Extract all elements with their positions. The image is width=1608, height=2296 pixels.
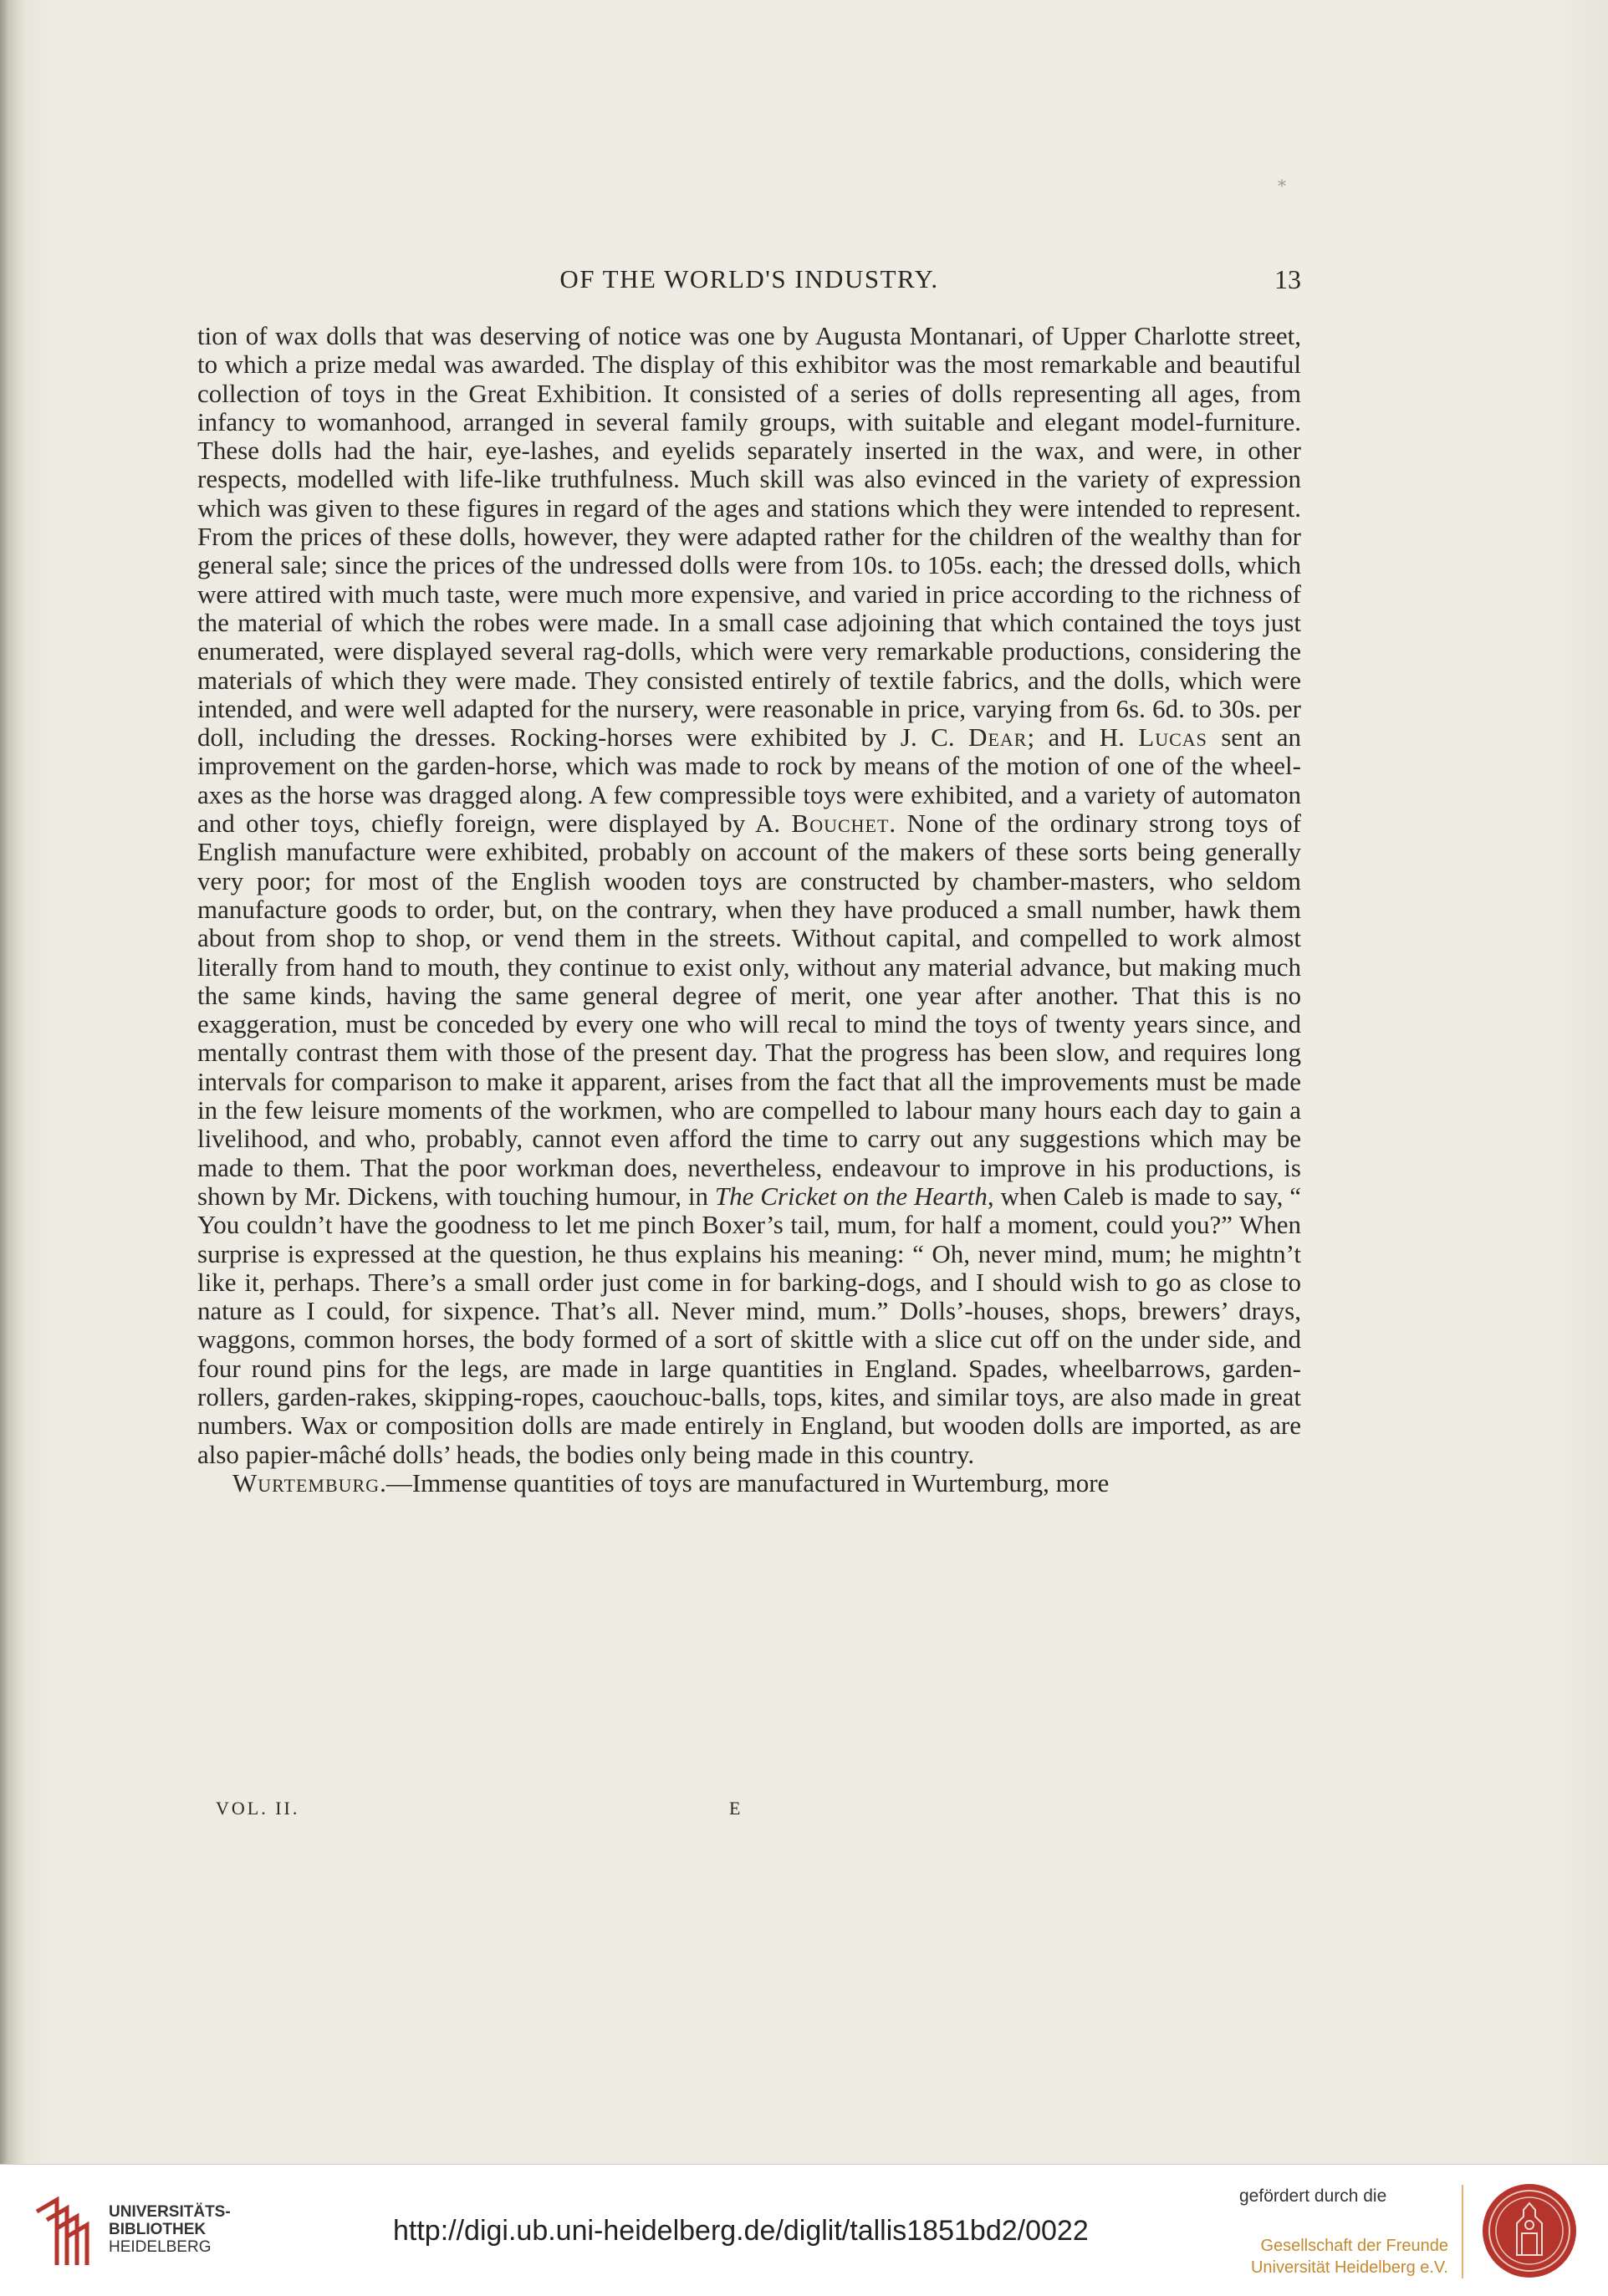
text-run: sent an improvement on the garden-horse, which was made to rock by means of the motion of one of the wheel-axes as the horse was dragged along. A few compressible toys were exhibited, and a variety of automaton and other toys, chiefly foreign, were displayed by A. xyxy=(197,722,1302,839)
sponsor-name[interactable] xyxy=(1223,2235,1448,2278)
library-name-line3: HEIDELBERG xyxy=(109,2238,212,2256)
library-name-line2: BIBLIOTHEK xyxy=(109,2221,207,2238)
library-name[interactable] xyxy=(109,2203,231,2256)
footer-bar xyxy=(0,2164,1608,2296)
sponsor-name-line2: Universität Heidelberg e.V. xyxy=(1250,2258,1448,2277)
library-logo-icon[interactable] xyxy=(33,2195,94,2270)
signature-line xyxy=(216,1798,1219,1823)
book-title: The Cricket on the Hearth xyxy=(714,1181,988,1211)
paragraph-2 xyxy=(197,1469,1301,1498)
sponsor-divider xyxy=(1462,2185,1463,2278)
paragraph-1 xyxy=(197,322,1301,1469)
sponsor-label: gefördert durch die xyxy=(1239,2186,1387,2206)
paper-speck: * xyxy=(1278,176,1286,196)
text-run: ; and H. xyxy=(1027,722,1139,753)
text-run: . None of the ordinary strong toys of English manufacture were exhibited, probably on account of the makers of these sorts being generally very poor; for most of the English wooden toys are constructed by chamber-masters, who seldom manufacture goods to order, but, on the contrary, when they have produced a small number, hawk them about from shop to shop, or vend them in the streets. Without capital, and compelled to work almost literally from hand to mouth, they continue to exist only, without any material advance, but making much the same kinds, having the same general degree of merit, one year after another. That this is no exaggeration, must be conceded by every one who will recal to mind the toys of twenty years since, and mentally contrast them with those of the present day. That the progress has been slow, and requires long intervals for comparison to make it apparent, arises from the fact that all the improvements must be made in the few leisure moments of the workmen, who are compelled to labour many hours each day to gain a livelihood, and who, probably, cannot even afford the time to carry out any suggestions which may be made to them. That the poor workman does, nevertheless, endeavour to improve in his productions, is shown by Mr. Dickens, with touching humour, in xyxy=(197,809,1301,1211)
library-name-line1: UNIVERSITÄTS- xyxy=(109,2203,231,2221)
text-run: tion of wax dolls that was deserving of notice was one by Augusta Montanari, of Upper Charlotte street, to which a prize medal was awarded. The display of this exhibitor was the most remarkable and beautiful collection of toys in the Great Exhibition. It consisted of a series of dolls representing all ages, from infancy to womanhood, arranged in several family groups, with suitable and elegant model-furniture. These dolls had the hair, eye-lashes, and eyelids separately inserted in the wax, and were, in other respects, modelled with life-like truthfulness. Much skill was also evinced in the variety of expression which was given to these figures in regard of the ages and stations which they were intended to represent. From the prices of these dolls, however, they were adapted rather for the children of the wealthy than for general sale; since the prices of the undressed dolls were from 10s. to 105s. each; the dressed dolls, which were attired with much taste, were much more expensive, and varied in price according to the richness of the material of which the robes were made. In a small case adjoining that which contained the toys just enumerated, were displayed several rag-dolls, which were very remarkable productions, considering the materials of which they were made. They consisted entirely of textile fabrics, and the dolls, which were intended, and were well adapted for the nursery, were reasonable in price, varying from 6s. 6d. to 30s. per doll, including the dresses. Rocking-horses were exhibited by J. C. xyxy=(197,321,1301,753)
name-bouchet: Bouchet xyxy=(791,809,890,839)
name-lucas: Lucas xyxy=(1138,722,1207,753)
section-heading: Wurtemburg xyxy=(232,1467,380,1498)
running-title: OF THE WORLD'S INDUSTRY. xyxy=(559,264,939,293)
running-head xyxy=(197,264,1301,298)
signature-mark: E xyxy=(729,1798,743,1819)
text-run: .—Immense quantities of toys are manufactured in Wurtemburg, more xyxy=(380,1467,1110,1498)
page-number: 13 xyxy=(1274,264,1301,294)
volume-mark: VOL. II. xyxy=(216,1798,300,1819)
body-text xyxy=(197,322,1301,1498)
sponsor-name-line1: Gesellschaft der Freunde xyxy=(1260,2237,1448,2255)
name-dear: Dear xyxy=(968,722,1028,753)
text-run: , when Caleb is made to say, “ You couldn’t have the goodness to let me pinch Boxer’s tail, mum, for half a moment, could you?” When surprise is expressed at the question, he thus explains his meaning: “ Oh, never mind, mum; he mightn’t like it, perhaps. There’s a small order just come in for barking-dogs, and I should wish to go as close to nature as I could, for sixpence. That’s all. Never mind, mum.” Dolls’-houses, shops, brewers’ drays, waggons, common horses, the body formed of a sort of skittle with a slice cut off on the under side, and four round pins for the legs, are made in large quantities in England. Spades, wheelbarrows, garden-rollers, garden-rakes, skipping-ropes, caouchouc-balls, tops, kites, and similar toys, are also made in great numbers. Wax or composition dolls are made entirely in England, but wooden dolls are imported, as are also papier-mâché dolls’ heads, the bodies only being made in this country. xyxy=(197,1181,1301,1469)
permalink-url[interactable]: http://digi.ub.uni-heidelberg.de/diglit/tallis1851bd2/0022 xyxy=(393,2215,1089,2247)
university-seal-icon[interactable] xyxy=(1480,2181,1579,2280)
